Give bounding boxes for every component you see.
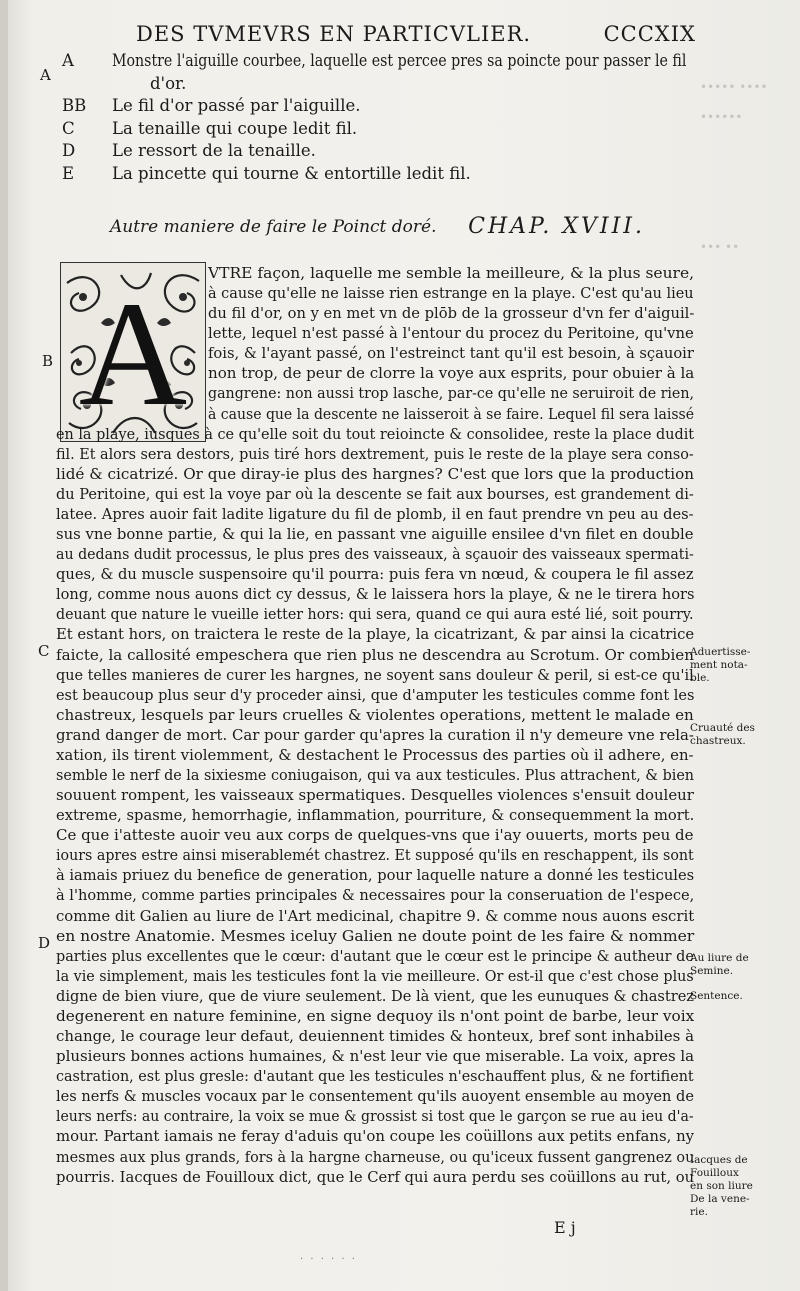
body-line: souuent rompent, les vaisseaux spermatiques. Desquelles violences s'ensuit douleur — [56, 786, 694, 805]
margin-note-line: en son liure — [690, 1180, 753, 1192]
bottom-ornament: · · · · · · — [300, 1254, 357, 1265]
body-line: deuant que nature le vueille ietter hors: qui sera, quand ce qui aura esté lié, soit pourry. — [56, 605, 694, 624]
margin-letter-c: C — [38, 642, 50, 660]
body-line: Ce que i'atteste auoir veu aux corps de quelques-vns que i'ay ouuerts, morts peu de — [56, 826, 694, 845]
body-line: xation, ils tirent violemment, & destachent le Processus des parties où il adhere, en- — [56, 745, 694, 764]
legend-text: d'or. — [150, 73, 187, 93]
margin-note-line: rie. — [690, 1206, 708, 1218]
body-line: ques, & du muscle suspensoire qu'il pourra: puis fera vn nœud, & coupera le fil assez — [56, 565, 694, 584]
body-line: lette, lequel n'est passé à l'entour du procez du Peritoine, qu'vne — [208, 324, 694, 343]
margin-note-line: Sentence. — [690, 990, 743, 1002]
body-line: sus vne bonne partie, & qui la lie, en passant vne aiguille ensilee d'vn filet en double — [56, 525, 694, 544]
margin-note-line: Semine. — [690, 965, 734, 977]
legend-row — [46, 118, 706, 141]
body-line: grand danger de mort. Car pour garder qu'apres la curation il n'y demeure vne rela- — [56, 725, 694, 744]
body-line: fil. Et alors sera destors, puis tiré hors dextrement, puis le reste de la playe sera conso- — [56, 444, 694, 463]
show-through-2: •••••• — [700, 110, 743, 124]
body-line: change, le courage leur defaut, deuiennent timides & honteux, bref sont inhabiles à — [56, 1027, 695, 1046]
margin-letter-a: A — [40, 66, 51, 84]
legend-row — [46, 140, 706, 163]
ornamental-initial — [60, 262, 206, 442]
body-line: castration, est plus gresle: d'autant que les testicules n'eschauffent plus, & ne fortifient — [56, 1067, 694, 1086]
body-line: long, comme nous auons dict cy dessus, & le laissera hors la playe, & ne le tirera hors — [56, 585, 695, 604]
margin-note-line: Fouilloux — [690, 1167, 739, 1179]
body-line: digne de bien viure, que de viure seulement. De là vient, que les eunuques & chastrez — [56, 986, 694, 1005]
legend-key: A — [62, 51, 74, 70]
body-line: plusieurs bonnes actions humaines, & n'est leur vie que miserable. La voix, apres la — [56, 1047, 695, 1066]
running-title: DES TVMEVRS EN PARTICVLIER. — [136, 22, 532, 46]
body-line: pourris. Iacques de Fouilloux dict, que le Cerf qui aura perdu ses coüillons au rut, ou — [56, 1167, 695, 1186]
body-line: la vie simplement, mais les testicules font la vie meilleure. Or est-il que c'est chose plus — [56, 966, 694, 985]
margin-note-semine — [690, 952, 749, 978]
legend-text: Le fil d'or passé par l'aiguille. — [112, 96, 361, 115]
body-line: que telles manieres de curer les hargnes, ne soyent sans douleur & peril, si est-ce qu'il — [56, 665, 694, 684]
body-line: iours apres estre ainsi miserablemét chastrez. Et supposé qu'ils en reschappent, ils sont — [56, 846, 694, 865]
show-through-1: ••••• •••• — [700, 80, 768, 94]
margin-note-line: De la vene- — [690, 1193, 750, 1205]
margin-note-line: Au liure de — [690, 952, 749, 964]
margin-note-line: ble. — [690, 672, 710, 684]
body-line: degenerent en nature feminine, en signe dequoy ils n'ont point de barbe, leur voix — [56, 1006, 695, 1025]
body-line: non trop, de peur de clorre la voye aux esprits, pour obuier à la — [208, 364, 695, 383]
body-line: leurs nerfs: au contraire, la voix se mue & grossist si tost que le garçon se rue au ieu d'a- — [56, 1107, 694, 1126]
binding-edge — [0, 0, 8, 1291]
margin-letter-d: D — [38, 934, 51, 952]
show-through-3: ••• •• — [700, 240, 740, 254]
body-line: Et estant hors, on traictera le reste de la playe, la cicatrizant, & par ainsi la cicatrice — [56, 625, 695, 644]
body-line: fois, & l'ayant passé, on l'estreinct tant qu'il est besoin, à sçauoir — [208, 344, 694, 363]
chapter-subtitle: Autre maniere de faire le Poinct doré. — [110, 217, 437, 237]
body-line: à iamais priuez du benefice de generation, pour laquelle nature a donné les testicules — [56, 866, 695, 885]
signature-mark: E j — [554, 1218, 576, 1237]
body-line: lidé & cicatrizé. Or que diray-ie plus des hargnes? C'est que lors que la production — [56, 464, 694, 483]
margin-note-sentence — [690, 990, 743, 1003]
body-line: semble le nerf de la sixiesme coniugaison, qui va aux testicules. Plus attrachent, & bien — [56, 766, 695, 784]
body-line: à l'homme, comme parties principales & necessaires pour la conseruation de l'espece, — [56, 886, 695, 905]
figure-legend — [46, 50, 706, 185]
margin-letter-b: B — [42, 352, 54, 370]
body-line: faicte, la callosité empeschera que rien plus ne descendra au Scrotum. Or combien — [56, 645, 694, 664]
body-line: à cause que la descente ne laisseroit à se faire. Lequel fil sera laissé — [208, 404, 694, 423]
legend-key: D — [62, 141, 76, 160]
chapter-heading — [110, 214, 645, 244]
legend-text: Le ressort de la tenaille. — [112, 141, 316, 160]
body-line: les nerfs & muscles vocaux par le consentement qu'ils auoyent ensemble au moyen de — [56, 1087, 694, 1106]
running-head — [136, 22, 696, 50]
body-line: latee. Apres auoir fait ladite ligature du fil de plomb, il en faut prendre vn peu au des- — [56, 504, 694, 523]
body-line: au dedans dudit processus, le plus pres des vaisseaux, à sçauoir des vaisseaux spermati- — [56, 545, 694, 564]
body-line: du fil d'or, on y en met vn de plōb de la grosseur d'vn fer d'aiguil- — [208, 304, 695, 323]
chapter-number: CHAP. XVIII. — [468, 214, 645, 239]
body-line: VTRE façon, laquelle me semble la meilleure, & la plus seure, — [208, 264, 695, 282]
legend-text: La tenaille qui coupe ledit fil. — [112, 118, 358, 138]
legend-text: La pincette qui tourne & entortille ledit fil. — [112, 163, 471, 183]
margin-note-line: ment nota- — [690, 659, 748, 671]
margin-note-aduertissement — [690, 646, 750, 685]
margin-note-line: chastreux. — [690, 735, 746, 747]
body-line: à cause qu'elle ne laisse rien estrange en la playe. C'est qu'au lieu — [208, 284, 694, 303]
margin-note-line: Iacques de — [690, 1154, 748, 1166]
legend-row — [46, 73, 706, 96]
body-line: du Peritoine, qui est la voye par où la descente se fait aux bourses, est grandement di- — [56, 484, 694, 503]
initial-letter: A — [78, 271, 188, 437]
legend-key: E — [62, 163, 75, 183]
body-line: en la playe, iusques à ce qu'elle soit du tout reioincte & consolidee, reste la place dudit — [56, 424, 695, 443]
margin-note-fouilloux — [690, 1154, 753, 1219]
body-line: comme dit Galien au liure de l'Art medicinal, chapitre 9. & comme nous auons escrit — [56, 906, 695, 925]
legend-key: C — [62, 118, 75, 138]
body-line: parties plus excellentes que le cœur: d'autant que le cœur est le principe & autheur de — [56, 946, 694, 965]
body-line: extreme, spasme, hemorrhagie, inflammation, pourriture, & consequemment la mort. — [56, 806, 695, 825]
legend-text: Monstre l'aiguille courbee, laquelle est percee pres sa poincte pour passer le fil — [112, 51, 687, 70]
body-line: gangrene: non aussi trop lasche, par-ce qu'elle ne seruiroit de rien, — [208, 384, 694, 403]
body-line: mour. Partant iamais ne feray d'aduis qu'on coupe les coüillons aux petits enfans, ny — [56, 1127, 695, 1146]
legend-row — [46, 163, 706, 186]
legend-row — [46, 95, 706, 118]
margin-note-line: Aduertisse- — [690, 646, 751, 658]
body-line: mesmes aux plus grands, fors à la hargne charneuse, ou qu'iceux fussent gangrenez ou — [56, 1147, 695, 1166]
folio-number: CCCXIX — [603, 22, 696, 46]
margin-note-line: Cruauté des — [690, 722, 755, 734]
margin-note-cruaute — [690, 722, 755, 748]
legend-key: BB — [62, 96, 87, 115]
legend-row — [46, 50, 706, 73]
body-line: en nostre Anatomie. Mesmes iceluy Galien ne doute point de les faire & nommer — [56, 926, 695, 945]
body-line: est beaucoup plus seur d'y proceder ainsi, que d'amputer les testicules comme font les — [56, 685, 695, 704]
body-line: chastreux, lesquels par leurs cruelles & violentes operations, mettent le malade en — [56, 705, 694, 724]
